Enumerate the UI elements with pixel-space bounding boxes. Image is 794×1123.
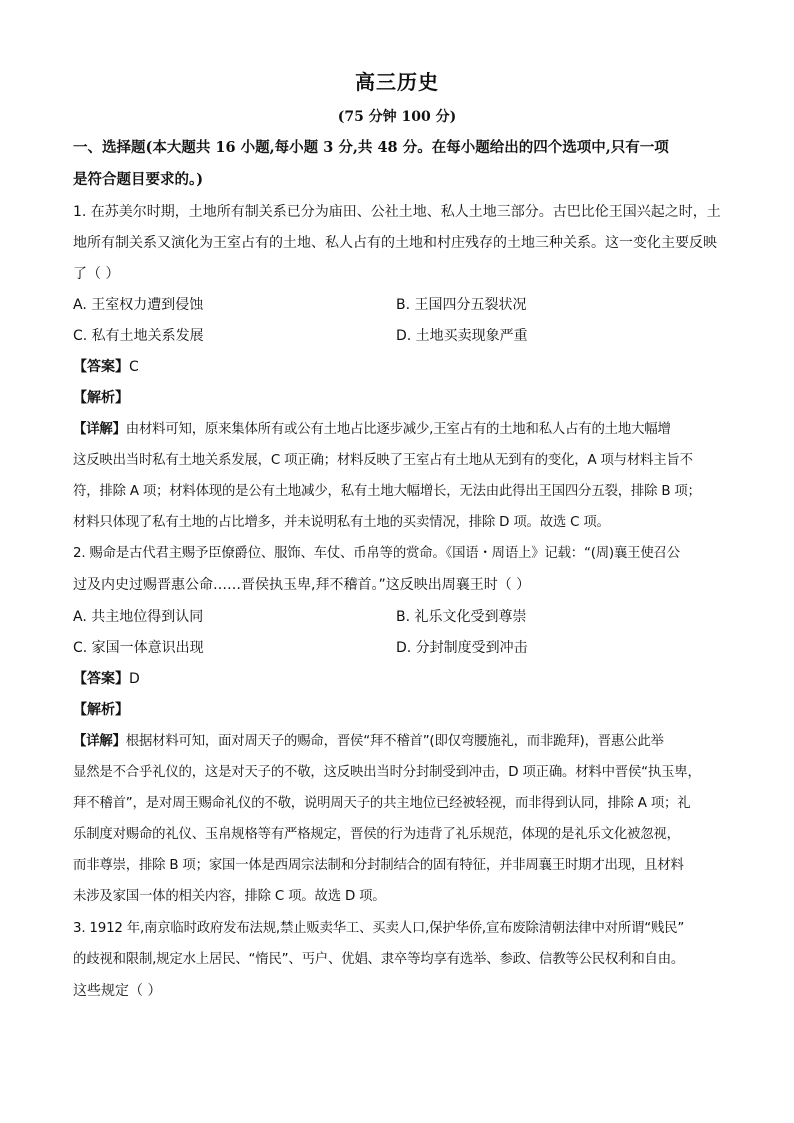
q1-detail-line-2: 这反映出当时私有土地关系发展，C 项正确；材料反映了王室占有土地从无到有的变化，A 项与材料主旨不 bbox=[73, 453, 693, 468]
section-heading-line-1: 一、选择题(本大题共 16 小题,每小题 3 分,共 48 分。在每小题给出的四个选项中,只有一项 bbox=[73, 139, 669, 156]
q1-analysis-tag: 【解析】 bbox=[73, 390, 129, 406]
q2-option-c: C. 家国一体意识出现 bbox=[73, 640, 204, 656]
q1-stem-line-1: 1. 在苏美尔时期，土地所有制关系已分为庙田、公社土地、私人土地三部分。古巴比伦王国兴起之时，土 bbox=[73, 204, 721, 220]
q2-stem-line-1: 2. 赐命是古代君主赐予臣僚爵位、服饰、车仗、币帛等的赏命。《国语・周语上》记载：“(周)襄王使召公 bbox=[73, 546, 680, 561]
q1-detail-line-1: 【详解】由材料可知，原来集体所有或公有土地占比逐步减少,王室占有的土地和私人占有的土地大幅增 bbox=[73, 422, 671, 437]
q1-option-b: B. 王国四分五裂状况 bbox=[396, 297, 527, 313]
q2-option-b: B. 礼乐文化受到尊崇 bbox=[396, 609, 527, 625]
page-subtitle: (75 分钟 100 分) bbox=[337, 109, 457, 125]
q2-option-d: D. 分封制度受到冲击 bbox=[396, 640, 528, 656]
q2-detail-line-2: 显然是不合乎礼仪的，这是对天子的不敬，这反映出当时分封制受到冲击，D 项正确。材料中晋侯“执玉卑， bbox=[73, 765, 701, 780]
q1-option-a: A. 王室权力遭到侵蚀 bbox=[73, 297, 204, 313]
q2-detail-line-5: 而非尊崇，排除 B 项；家国一体是西周宗法制和分封制结合的固有特征，并非周襄王时期才出现，且材料 bbox=[73, 858, 684, 873]
page-title: 高三历史 bbox=[355, 70, 439, 94]
q2-answer bbox=[73, 669, 733, 689]
section-heading-line-2: 是符合题目要求的。) bbox=[73, 171, 204, 188]
q2-detail-tag: 【详解】 bbox=[73, 734, 126, 749]
q3-stem-line-1: 3. 1912 年,南京临时政府发布法规,禁止贩卖华工、买卖人口,保护华侨,宣布废除清朝法律中对所谓“贱民” bbox=[73, 921, 685, 936]
q1-answer-tag: 【答案】 bbox=[73, 359, 129, 375]
q3-stem-line-3: 这些规定（ ） bbox=[73, 983, 162, 999]
q2-option-a: A. 共主地位得到认同 bbox=[73, 609, 204, 625]
q1-detail-line-3: 符，排除 A 项；材料体现的是公有土地减少，私有土地大幅增长，无法由此得出王国四分五裂，排除 B 项； bbox=[73, 484, 701, 499]
q2-detail-line-4: 乐制度对赐命的礼仪、玉帛规格等有严格规定，晋侯的行为违背了礼乐规范，体现的是礼乐文化被忽视， bbox=[73, 827, 680, 842]
q2-stem-line-2: 过及内史过赐晋惠公命……晋侯执玉卑,拜不稽首。”这反映出周襄王时（ ） bbox=[73, 577, 531, 593]
q2-detail-line-3: 拜不稽首”，是对周王赐命礼仪的不敬，说明周天子的共主地位已经被轻视，而非得到认同，排除 A 项；礼 bbox=[73, 796, 691, 811]
q1-detail-tag: 【详解】 bbox=[73, 422, 126, 437]
q1-option-c: C. 私有土地关系发展 bbox=[73, 328, 204, 344]
q1-detail-line-4: 材料只体现了私有土地的占比增多，并未说明私有土地的买卖情况，排除 D 项。故选 C 项。 bbox=[73, 515, 610, 530]
q2-detail-line-1: 【详解】根据材料可知，面对周天子的赐命，晋侯“拜不稽首”(即仅弯腰施礼，而非跪拜)，晋惠公此举 bbox=[73, 734, 664, 749]
q3-stem-line-2: 的歧视和限制,规定水上居民、“惰民”、丐户、优娼、隶卒等均享有选举、参政、信教等公民权利和自由。 bbox=[73, 952, 685, 967]
q1-stem-line-3: 了（ ） bbox=[73, 266, 120, 282]
q2-detail-line-6: 未涉及家国一体的相关内容，排除 C 项。故选 D 项。 bbox=[73, 889, 386, 904]
q1-stem-line-2: 地所有制关系又演化为王室占有的土地、私人占有的土地和村庄残存的土地三种关系。这一变化主要反映 bbox=[73, 235, 717, 251]
q2-analysis-tag: 【解析】 bbox=[73, 702, 129, 718]
q1-answer bbox=[73, 357, 733, 377]
q2-answer-value: D bbox=[129, 671, 140, 687]
q2-answer-tag: 【答案】 bbox=[73, 671, 129, 687]
q1-option-d: D. 土地买卖现象严重 bbox=[396, 328, 528, 344]
q1-answer-value: C bbox=[129, 359, 139, 375]
